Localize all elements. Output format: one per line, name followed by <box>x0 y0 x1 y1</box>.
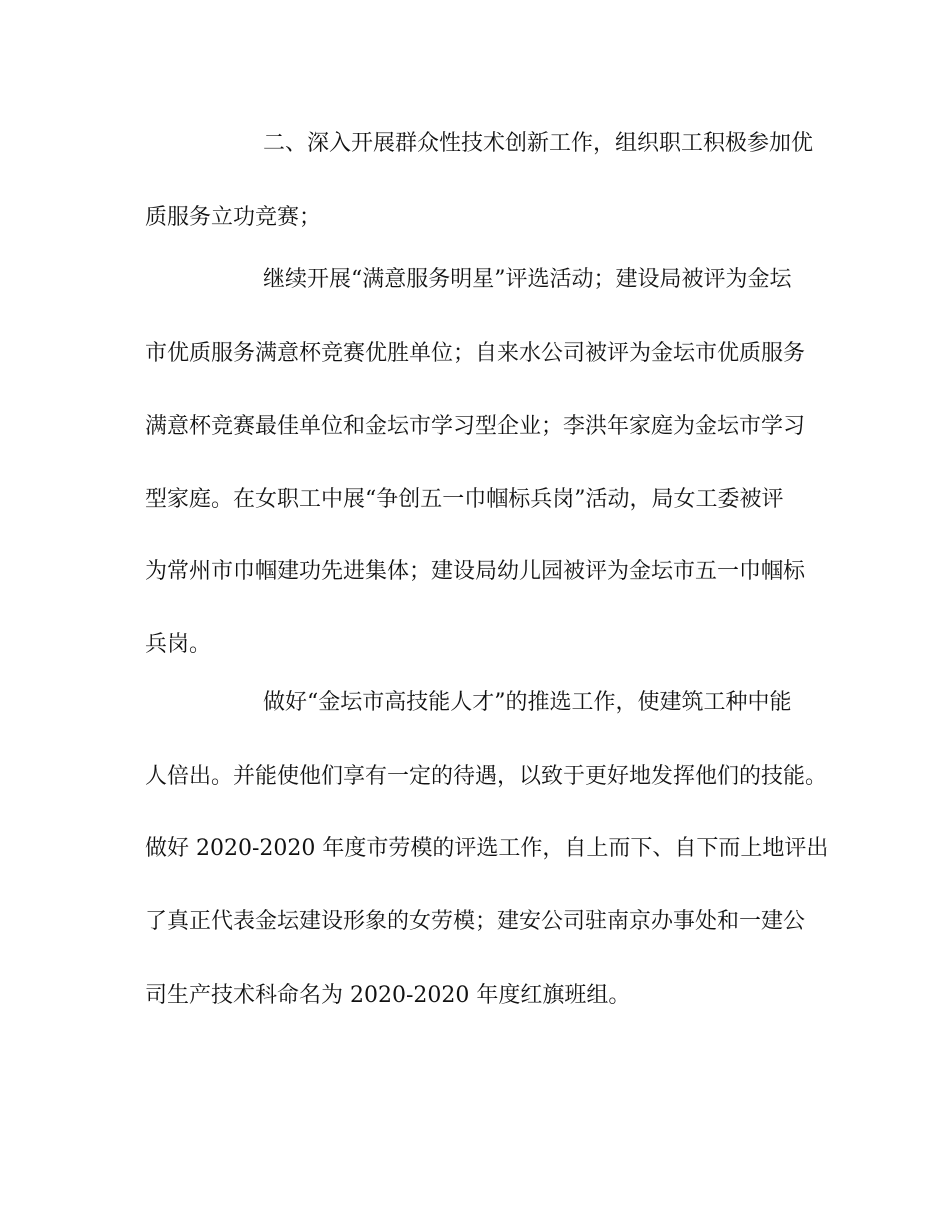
paragraph-3-line-4: 了真正代表金坛建设形象的女劳模；建安公司驻南京办事处和一建公 <box>145 909 806 934</box>
paragraph-3-line-3: 做好 2020-2020 年度市劳模的评选工作，自上而下、自下而上地评出 <box>145 836 829 861</box>
paragraph-2-line-3: 满意杯竞赛最佳单位和金坛市学习型企业；李洪年家庭为金坛市学习 <box>145 414 806 439</box>
paragraph-1-line-1: 二、深入开展群众性技术创新工作，组织职工积极参加优 <box>263 131 814 156</box>
paragraph-2-line-4: 型家庭。在女职工中展“争创五一巾帼标兵岗”活动，局女工委被评 <box>145 487 784 512</box>
paragraph-1-line-2: 质服务立功竞赛； <box>145 205 322 230</box>
paragraph-3-line-1: 做好“金坛市高技能人才”的推选工作，使建筑工种中能 <box>263 690 792 715</box>
paragraph-3-line-5: 司生产技术科命名为 2020-2020 年度红旗班组。 <box>145 983 631 1008</box>
paragraph-2-line-5: 为常州市巾帼建功先进集体；建设局幼儿园被评为金坛市五一巾帼标 <box>145 559 806 584</box>
paragraph-3-line-2: 人倍出。并能使他们享有一定的待遇，以致于更好地发挥他们的技能。 <box>145 764 828 789</box>
paragraph-2-line-6: 兵岗。 <box>145 632 212 657</box>
paragraph-2-line-2: 市优质服务满意杯竞赛优胜单位；自来水公司被评为金坛市优质服务 <box>145 341 806 366</box>
paragraph-2-line-1: 继续开展“满意服务明星”评选活动；建设局被评为金坛 <box>263 267 792 292</box>
